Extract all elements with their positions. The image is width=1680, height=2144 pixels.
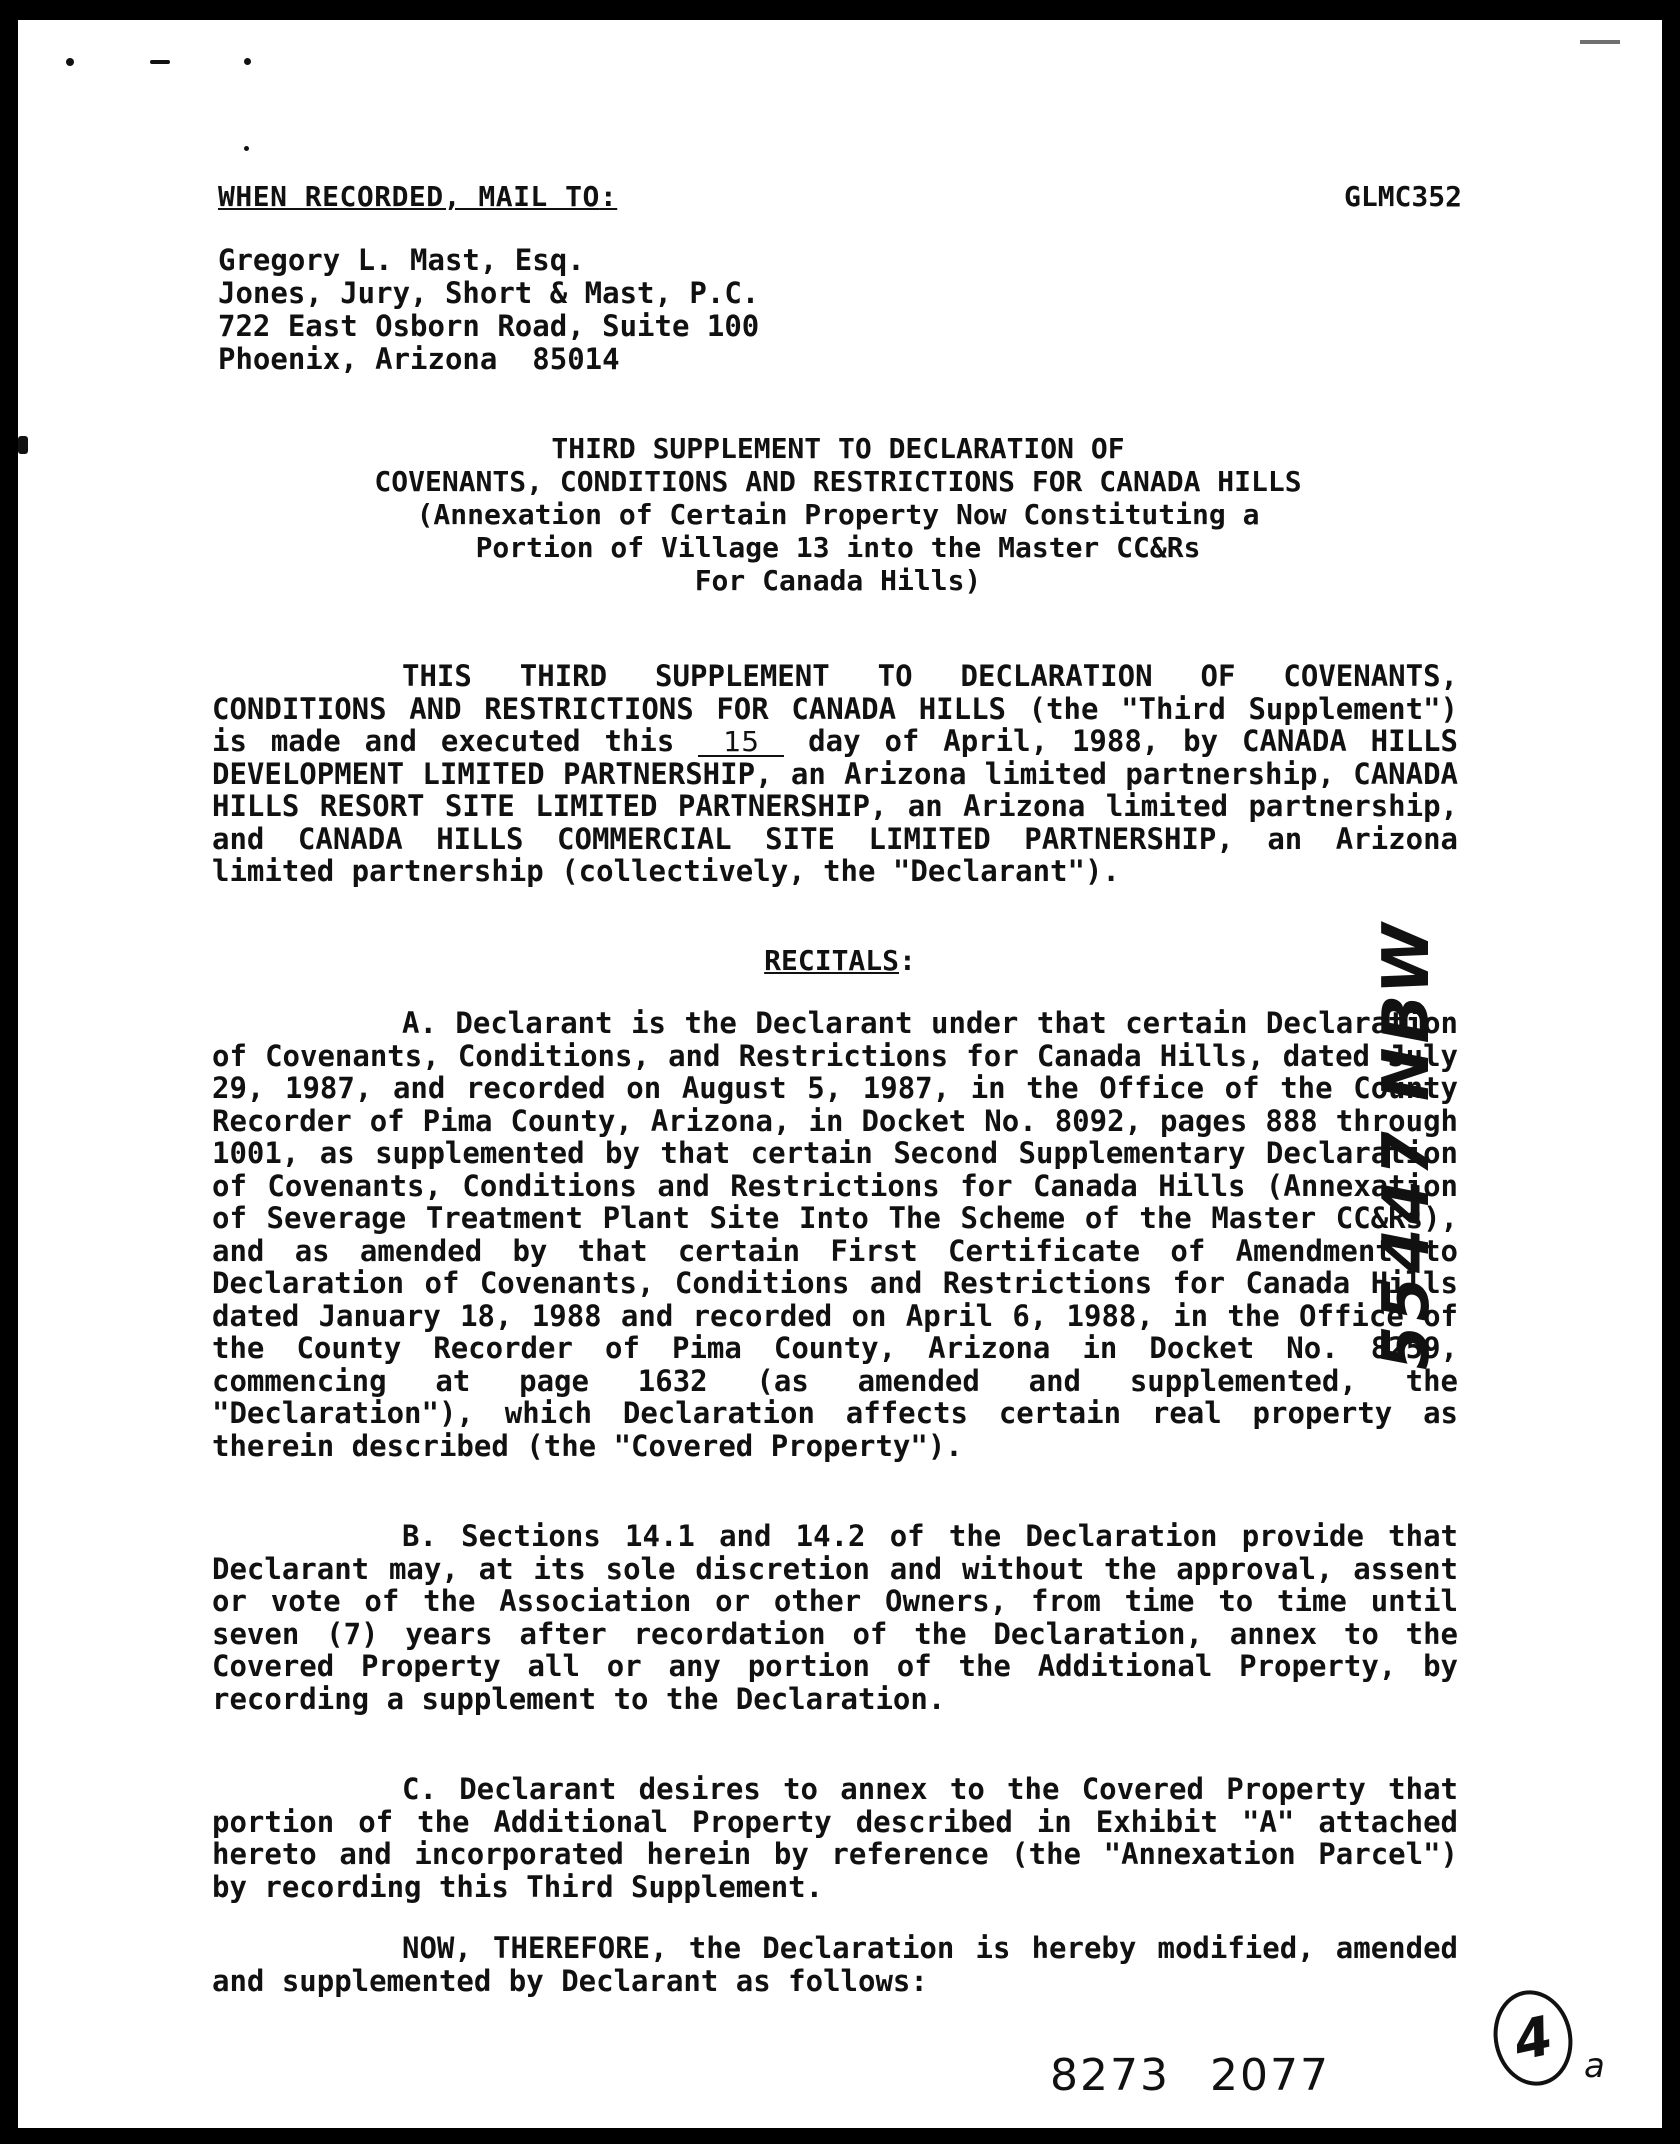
address-line: Gregory L. Mast, Esq.	[218, 243, 585, 277]
intro-paragraph: THIS THIRD SUPPLEMENT TO DECLARATION OF COVENANTS, CONDITIONS AND RESTRICTIONS FOR CANADA HILLS (the "Third Supplement") is made and executed this 15 day of April, 1988, by CANADA HILLS DEVELOPMENT LIMITED PARTNERSHIP, an Arizona limited partnership, CANADA HILLS RESORT SITE LIMITED PARTNERSHIP, an Arizona limited partnership, and CANADA HILLS COMMERCIAL SITE LIMITED PARTNERSHIP, an Arizona limited partnership (collectively, the "Declarant").	[212, 659, 1458, 888]
document-code: GLMC352	[1343, 180, 1462, 213]
recipient-address	[218, 244, 759, 376]
mail-to-label: WHEN RECORDED, MAIL TO:	[218, 180, 618, 213]
handwritten-suffix: a	[1584, 2046, 1605, 2086]
scan-border-top	[0, 0, 1680, 20]
address-line: Phoenix, Arizona 85014	[218, 342, 620, 376]
recital-a: A. Declarant is the Declarant under that certain Declaration of Covenants, Conditions, and Restrictions for Canada Hills, dated July 29, 1987, and recorded on August 5, 1987, in the Office of the County Recorder of Pima County, Arizona, in Docket No. 8092, pages 888 through 1001, as supplemented by that certain Second Supplementary Declaration of Covenants, Conditions and Restrictions for Canada Hills (Annexation of Severage Treatment Plant Site Into The Scheme of the Master CC&Rs), and as amended by that certain First Certificate of Amendment to Declaration of Covenants, Conditions and Restrictions for Canada Hills dated January 18, 1988 and recorded on April 6, 1988, in the Office of the County Recorder of Pima County, Arizona in Docket No. 8259, commencing at page 1632 (as amended and supplemented, the "Declaration"), which Declaration affects certain real property as therein described (the "Covered Property").	[212, 1006, 1458, 1463]
scan-speck	[66, 58, 74, 66]
docket-page-number: 8273 2077	[1050, 2050, 1330, 2101]
handwritten-day: 15	[698, 729, 784, 757]
scan-speck	[244, 58, 251, 65]
closing-paragraph: NOW, THEREFORE, the Declaration is hereby modified, amended and supplemented by Declarant as follows:	[212, 1931, 1458, 1998]
title-line: THIRD SUPPLEMENT TO DECLARATION OF	[551, 432, 1125, 465]
title-line: (Annexation of Certain Property Now Constituting a	[416, 498, 1260, 531]
title-line: COVENANTS, CONDITIONS AND RESTRICTIONS FOR CANADA HILLS	[374, 465, 1302, 498]
scan-border-bottom	[0, 2128, 1680, 2144]
scan-border-right	[1662, 0, 1680, 2144]
title-line: Portion of Village 13 into the Master CC&Rs	[475, 531, 1201, 564]
circled-handwritten-mark: 4	[1485, 1983, 1581, 2093]
document-title	[218, 432, 1458, 597]
scan-speck	[150, 60, 170, 64]
address-line: Jones, Jury, Short & Mast, P.C.	[218, 276, 760, 310]
recital-c: C. Declarant desires to annex to the Covered Property that portion of the Additional Property described in Exhibit "A" attached hereto and incorporated herein by reference (the "Annexation Parcel") by recording this Third Supplement.	[212, 1772, 1458, 1904]
address-line: 722 East Osborn Road, Suite 100	[218, 309, 760, 343]
recitals-heading: RECITALS:	[764, 944, 916, 977]
scan-speck	[1580, 40, 1620, 44]
handwritten-margin-note: 55447 NBW	[1370, 919, 1444, 1370]
title-line: For Canada Hills)	[694, 564, 982, 597]
recital-b: B. Sections 14.1 and 14.2 of the Declaration provide that Declarant may, at its sole discretion and without the approval, assent or vote of the Association or other Owners, from time to time until seven (7) years after recordation of the Declaration, annex to the Covered Property all or any portion of the Additional Property, by recording a supplement to the Declaration.	[212, 1519, 1458, 1716]
scan-border-left	[0, 0, 18, 2144]
scan-speck	[18, 436, 28, 454]
scan-speck	[244, 146, 249, 151]
